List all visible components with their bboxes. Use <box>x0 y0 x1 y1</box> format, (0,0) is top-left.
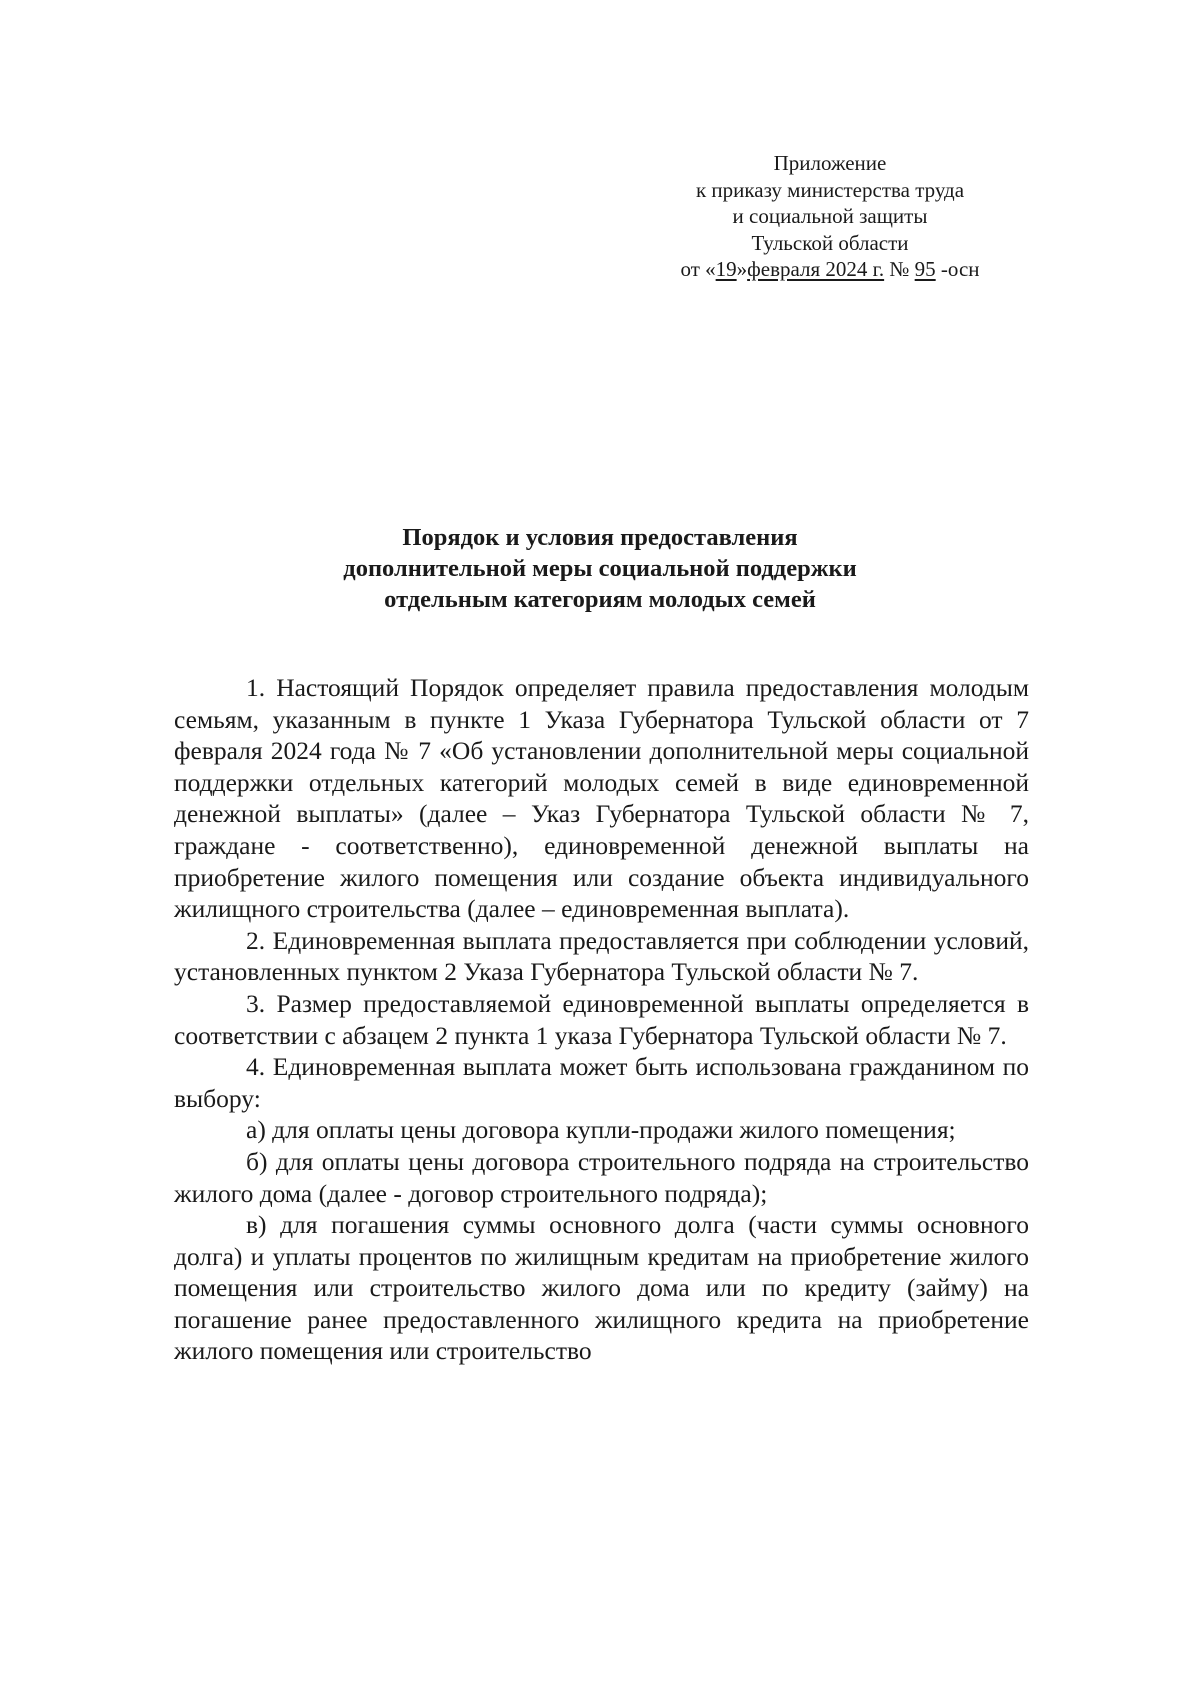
appendix-order-line: к приказу министерства труда <box>695 177 965 202</box>
title-line-1: Порядок и условия предоставления <box>402 524 798 551</box>
paragraph-4b: б) для оплаты цены договора строительного подряда на строительство жилого дома (далее - договор строительного подряда); <box>174 1146 1029 1208</box>
paragraph-3: 3. Размер предоставляемой единовременной выплаты определяется в соответствии с абзацем 2 пункта 1 указа Губернатора Тульской области № 7. <box>174 988 1029 1050</box>
paragraph-4c: в) для погашения суммы основного долга (части суммы основного долга) и уплаты процентов по жилищным кредитам на приобретение жилого помещения или строительство жилого дома или по кредиту (займу) на погашение ранее предоставленного жилищного кредита на приобретение жилого помещения или строительство <box>174 1210 1029 1366</box>
appendix-ministry-line: и социальной защиты <box>732 204 928 228</box>
document-body <box>174 672 1029 1367</box>
paragraph-4: 4. Единовременная выплата может быть использована гражданином по выбору: <box>174 1052 1029 1113</box>
paragraph-1: 1. Настоящий Порядок определяет правила предоставления молодым семьям, указанным в пункте 1 Указа Губернатора Тульской области от 7 февраля 2024 года № 7 «Об установлении дополнительной меры социальной поддержки отдельных категорий молодых семей в виде единовременной денежной выплаты» (далее – Указ Губернатора Тульской области № 7, граждане - соответственно), единовременной денежной выплаты на приобретение жилого помещения или создание объекта индивидуального жилищного строительства (далее – единовременная выплата). <box>174 673 1029 924</box>
paragraph-4a: а) для оплаты цены договора купли-продажи жилого помещения; <box>246 1115 956 1145</box>
order-number: 95 <box>914 257 936 281</box>
paragraph-2: 2. Единовременная выплата предоставляется при соблюдении условий, установленных пунктом 2 Указа Губернатора Тульской области № 7. <box>174 925 1029 987</box>
number-suffix: -осн <box>935 257 980 281</box>
date-day: 19 <box>715 257 737 281</box>
number-prefix: № <box>884 257 915 281</box>
appendix-title: Приложение <box>773 151 887 175</box>
date-mid: » <box>736 257 748 281</box>
date-prefix: от « <box>680 257 716 281</box>
title-line-3: отдельным категориям молодых семей <box>384 586 816 613</box>
title-line-2: дополнительной меры социальной поддержки <box>343 555 857 582</box>
appendix-region-line: Тульской области <box>751 230 909 255</box>
appendix-date-number-line <box>610 256 1050 283</box>
document-title <box>260 522 940 615</box>
appendix-header <box>610 150 1050 283</box>
date-month-year: февраля 2024 г. <box>747 257 885 281</box>
